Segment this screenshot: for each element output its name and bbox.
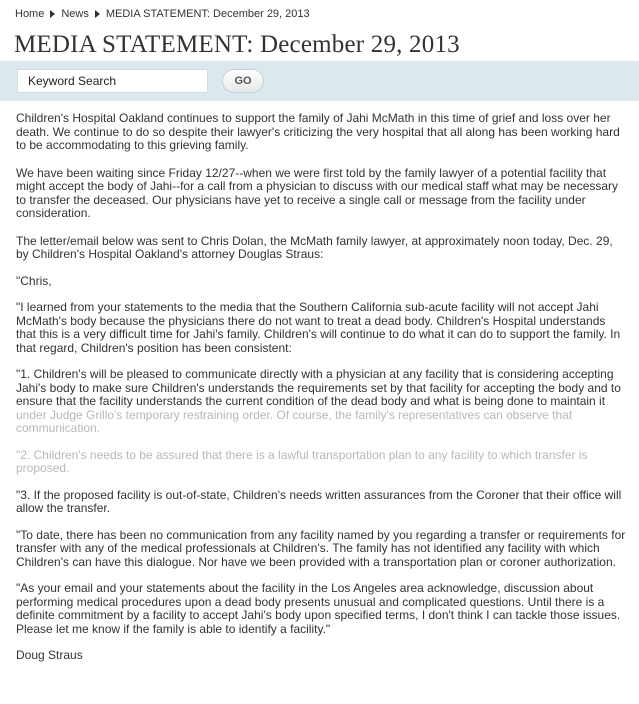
- letter-item-1-text: "1. Children's will be pleased to communicate directly with a physician at any facility that is considering accepting Jahi's body to make sure Children's understands the requirements set by that facility for accepting the body and to ensure that the facility understands the current condition of the dead body and what is being done to maintain it: [16, 367, 621, 408]
- letter-paragraph: "To date, there has been no communication from any facility named by you regarding a transfer or requirements for transfer with any of the medical professionals at Children's. The family has not identified any facility with which Children's can have this dialogue. Nor have we been provided with a transportation plan or coroner authorization.: [16, 527, 626, 569]
- letter-paragraph: "As your email and your statements about the facility in the Los Angeles area acknowledge, discussion about performing medical procedures upon a dead body presents unusual and complicated questions. Until there is a definite commitment by a facility to accept Jahi's body upon specified terms, I don't think I can tackle those issues. Please let me know if the family is able to identify a facility.": [16, 581, 621, 636]
- letter-item-1: [16, 368, 626, 436]
- article-body: [16, 112, 626, 676]
- signature: Doug Straus: [16, 648, 83, 662]
- letter-item-3: "3. If the proposed facility is out-of-state, Children's needs written assurances from the Coroner that their office will allow the transfer.: [16, 487, 622, 515]
- paragraph: Children's Hospital Oakland continues to support the family of Jahi McMath in this time of grief and loss over her death. We continue to do so despite their lawyer's criticizing the very hospital that all along has been working hard to be accommodating to this grieving family.: [16, 111, 620, 152]
- letter-item-2: "2. Children's needs to be assured that there is a lawful transportation plan to any facility to which transfer is proposed.: [16, 447, 588, 475]
- letter-paragraph: "I learned from your statements to the media that the Southern California sub-acute facility will not accept Jahi McMath's body because the physicians there do not want to treat a dead body. Children's Hospital understands that this is a very difficult time for Jahi's family. Children's will continue to do what it can do to support the family. In that regard, Children's position has been consistent:: [16, 300, 621, 355]
- breadcrumb-arrow-icon: [95, 10, 100, 18]
- letter-item-1-faded-text: under Judge Grillo's temporary restraining order. Of course, the family's representatives can observe that communication.: [16, 407, 573, 435]
- breadcrumb-home-link[interactable]: Home: [15, 8, 45, 20]
- paragraph: We have been waiting since Friday 12/27--when we were first told by the family lawyer of a potential facility that might accept the body of Jahi--for a call from a physician to discuss with our medical staff what may be necessary to transfer the deceased. Our physicians have yet to receive a single call or message from the facility under consideration.: [16, 165, 619, 220]
- breadcrumb-arrow-icon: [50, 10, 55, 18]
- keyword-search-input[interactable]: [17, 69, 208, 93]
- page-title: MEDIA STATEMENT: December 29, 2013: [14, 31, 460, 58]
- breadcrumb-current: MEDIA STATEMENT: December 29, 2013: [105, 8, 310, 20]
- breadcrumb-news-link[interactable]: News: [61, 8, 89, 20]
- search-bar: [0, 61, 639, 101]
- letter-salutation: "Chris,: [16, 273, 52, 288]
- go-button[interactable]: GO: [222, 69, 264, 93]
- breadcrumb: [15, 8, 310, 20]
- paragraph: The letter/email below was sent to Chris Dolan, the McMath family lawyer, at approximately noon today, Dec. 29, by Children's Hospital Oakland's attorney Douglas Straus:: [16, 233, 613, 261]
